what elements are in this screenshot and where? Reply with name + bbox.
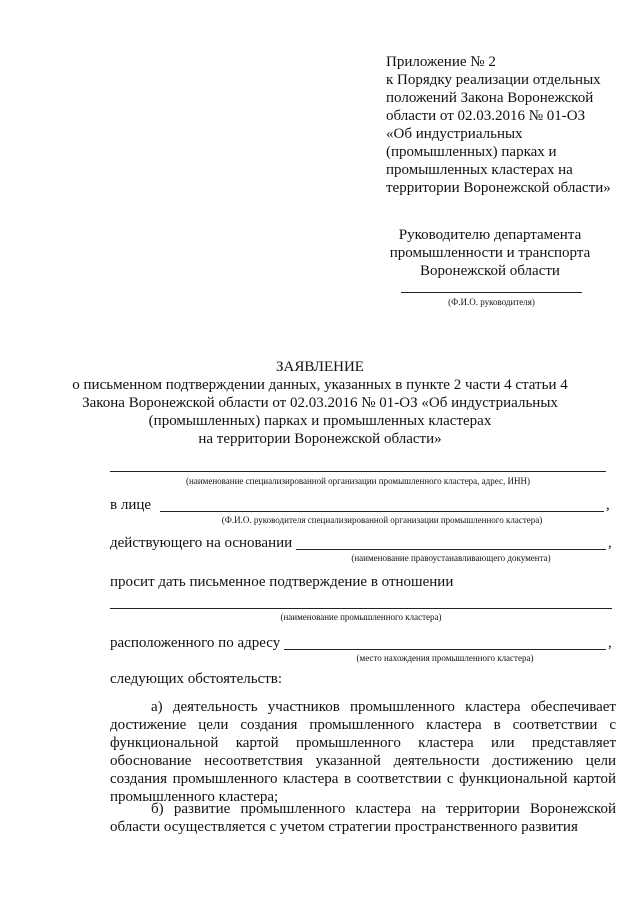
addressee-line: Воронежской области [420, 263, 560, 279]
org-head-fio-caption: (Ф.И.О. руководителя специализированной организации промышленного кластера) [221, 515, 543, 525]
org-name-caption: (наименование специализированной организации промышленного кластера, адрес, ИНН) [186, 476, 530, 486]
appendix-line: положений Закона Воронежской [386, 90, 594, 106]
appendix-line: к Порядку реализации отдельных [386, 72, 601, 88]
title-line: Закона Воронежской области от 02.03.2016 № 01-ОЗ «Об индустриальных [82, 395, 558, 411]
circumstances-label: следующих обстоятельств: [110, 671, 283, 687]
cluster-name-field[interactable] [110, 608, 612, 609]
title-line: на территории Воронежской области» [198, 431, 442, 447]
addressee-line: промышленности и транспорта [389, 245, 591, 261]
addressee-fio-caption: (Ф.И.О. руководителя) [448, 297, 535, 307]
request-label: просит дать письменное подтверждение в отношении [110, 574, 454, 590]
appendix-line: Приложение № 2 [386, 54, 496, 70]
appendix-line: территории Воронежской области» [386, 180, 611, 196]
org-head-fio-field[interactable] [160, 511, 604, 512]
title-line: о письменном подтверждении данных, указанных в пункте 2 части 4 статьи 4 [72, 377, 568, 393]
addressee-fio-line [401, 292, 582, 293]
basis-document-caption: (наименование правоустанавливающего документа) [351, 553, 551, 563]
title-line: (промышленных) парках и промышленных кластерах [148, 413, 492, 429]
location-label: расположенного по адресу [110, 635, 281, 651]
org-name-field[interactable] [110, 471, 606, 472]
basis-document-field[interactable] [296, 549, 606, 550]
title-heading: ЗАЯВЛЕНИЕ [276, 359, 364, 375]
v-litse-label: в лице [110, 497, 152, 513]
appendix-line: (промышленных) парках и [386, 144, 557, 160]
cluster-name-caption: (наименование промышленного кластера) [280, 612, 442, 622]
item-b-paragraph: б) развитие промышленного кластера на территории Воронежской области осуществляется с учетом стратегии пространственного развития [110, 801, 616, 835]
comma: , [608, 535, 612, 551]
cluster-location-field[interactable] [284, 649, 606, 650]
appendix-line: области от 02.03.2016 № 01-ОЗ [386, 108, 586, 124]
comma: , [608, 635, 612, 651]
appendix-line: «Об индустриальных [386, 126, 523, 142]
item-a-paragraph: а) деятельность участников промышленного кластера обеспечивает достижение цели создания промышленного кластера в соответствии с функциональной картой промышленного кластера или представляет обоснование несоответствия указанной деятельности достижению цели создания промышленного кластера в соответствии с функциональной картой промышленного кластера; [110, 699, 616, 805]
cluster-location-caption: (место нахождения промышленного кластера) [356, 653, 534, 663]
comma: , [606, 497, 610, 513]
appendix-line: промышленных кластерах на [386, 162, 573, 178]
acting-basis-label: действующего на основании [110, 535, 293, 551]
addressee-line: Руководителю департамента [398, 227, 582, 243]
